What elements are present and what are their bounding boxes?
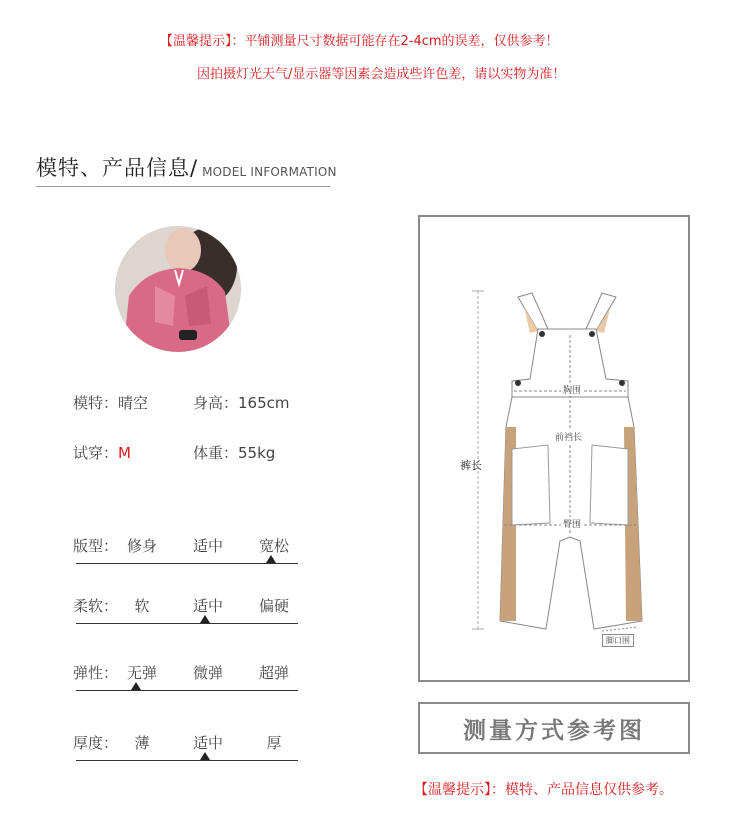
model-size-value: M [118,444,131,462]
scale-option: 软 [134,597,150,615]
scale-option: 适中 [192,597,223,615]
model-height-label: 身高： [193,394,239,412]
scale-option: 无弹 [126,664,157,682]
scale-indicator [200,752,210,760]
model-weight-label: 体重： [193,444,239,462]
label-chest: 胸围 [561,383,583,396]
model-name-value: 晴空 [118,394,149,412]
scale-track [76,623,298,624]
scale-option: 修身 [126,537,157,555]
scale-label: 版型： [73,537,119,555]
scale-label: 厚度： [73,734,119,752]
model-weight-row [193,442,275,463]
scale-track [76,760,298,761]
scale-option: 薄 [134,734,150,752]
label-pants-length: 裤长 [460,459,482,472]
section-title [36,152,337,182]
section-title-en: MODEL INFORMATION [202,165,337,179]
scale-indicator [266,555,276,563]
measurement-diagram [418,215,690,682]
notice-line-2: 因拍摄灯光天气/显示器等因素会造成些许色差，请以实物为准！ [197,67,566,82]
scale-indicator [131,682,141,690]
scale-indicator [200,615,210,623]
label-front-rise: 前裆长 [553,430,584,443]
diagram-caption-box [418,702,690,754]
diagram-caption: 测量方式参考图 [463,716,645,744]
overalls-diagram [420,217,688,680]
scale-option: 宽松 [258,537,289,555]
model-height-row [193,392,290,413]
scale-label: 弹性： [73,664,119,682]
scale-option: 适中 [192,734,223,752]
model-size-label: 试穿： [73,444,119,462]
notice-line-1: 【温馨提示】：平铺测量尺寸数据可能存在2-4cm的误差，仅供参考！ [160,34,559,49]
model-size-row [73,442,131,463]
scale-option: 超弹 [258,664,289,682]
scale-track [76,690,298,691]
scale-track [76,563,298,564]
scale-option: 厚 [266,734,282,752]
label-hem: 脚口围 [602,634,634,647]
model-name-label: 模特： [73,394,119,412]
model-weight-value: 55kg [238,444,276,462]
model-avatar [115,226,241,352]
label-hip: 臀围 [561,517,583,530]
footer-notice: 【温馨提示】：模特、产品信息仅供参考。 [414,782,673,798]
section-title-zh: 模特、产品信息/ [36,156,199,180]
scale-option: 微弹 [192,664,223,682]
scale-option: 偏硬 [258,597,289,615]
model-name-row [73,392,148,413]
scale-option: 适中 [192,537,223,555]
model-height-value: 165cm [238,394,290,412]
section-title-underline [36,186,330,187]
scale-label: 柔软： [73,597,119,615]
